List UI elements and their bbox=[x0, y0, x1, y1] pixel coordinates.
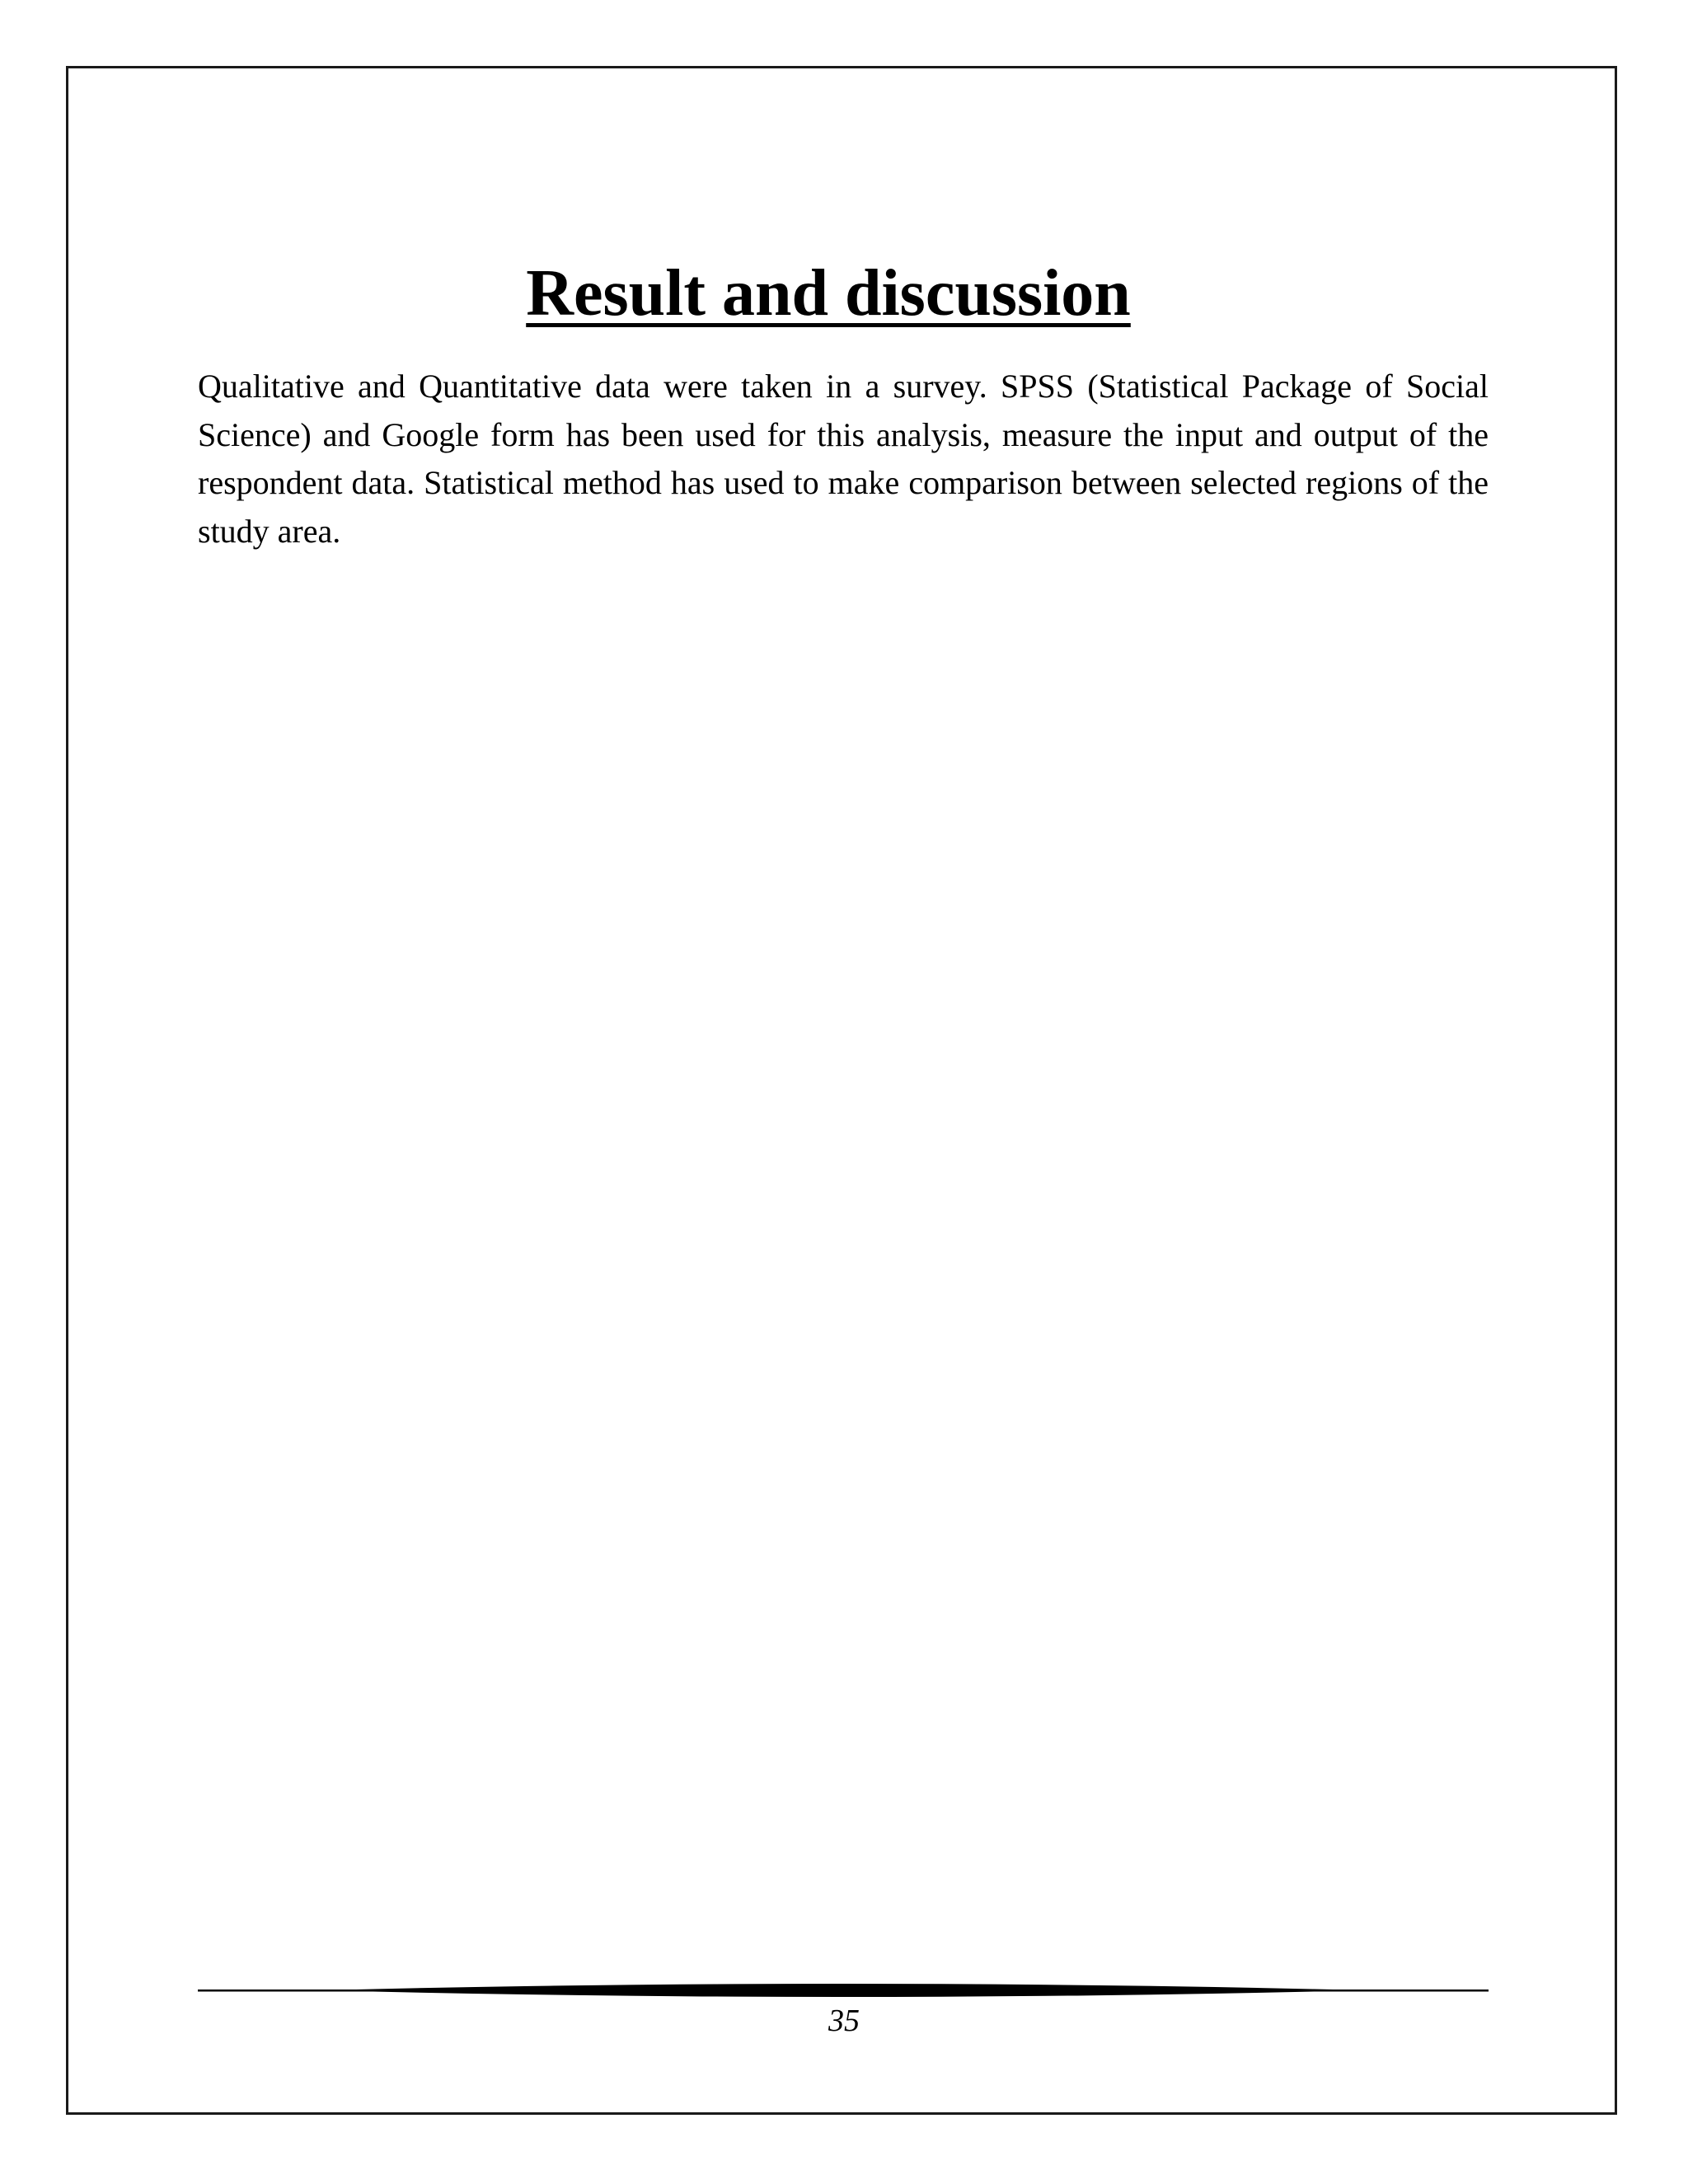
footer-divider bbox=[198, 1978, 1489, 2003]
body-paragraph: Qualitative and Quantitative data were taken in a survey. SPSS (Statistical Package of Social Science) and Google form has been used for this analysis, measure the input and output of the respondent data. Statistical method has used to make comparison between selected regions of the study area. bbox=[198, 368, 1489, 550]
page-number: 35 bbox=[828, 2004, 860, 2038]
page-title bbox=[0, 254, 1657, 333]
page-title-text: Result and discussion bbox=[526, 257, 1131, 330]
